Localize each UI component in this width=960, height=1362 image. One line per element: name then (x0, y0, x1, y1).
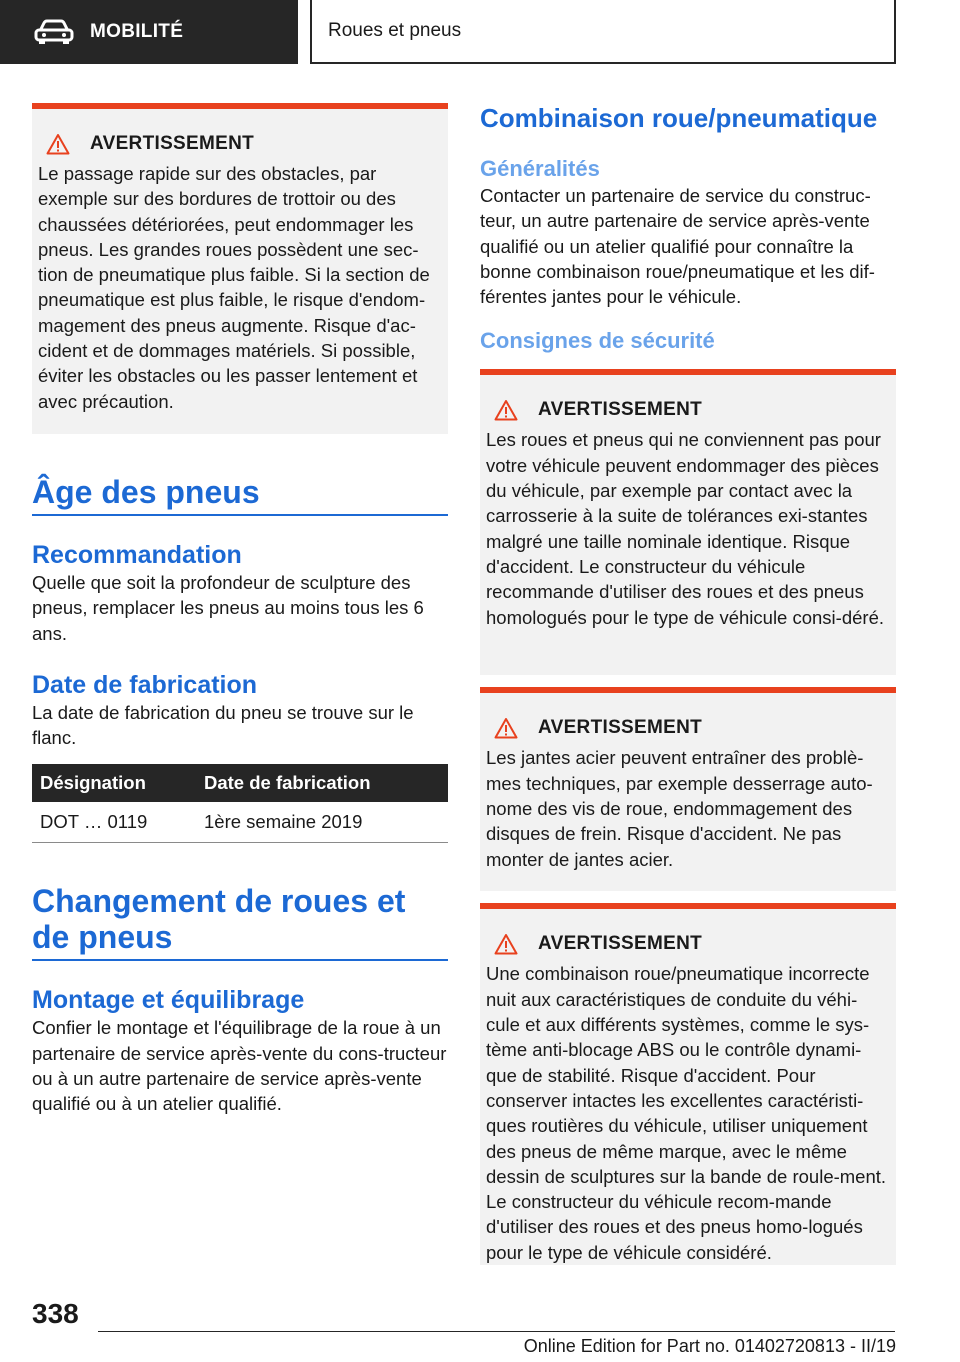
heading-generalites: Généralités (480, 156, 600, 181)
warning-triangle-icon (46, 133, 70, 155)
warning-text: Une combinaison roue/pneumatique incorrecte nuit aux caractéristiques de conduite du véhi-cule et aux différents systèmes, comme le sys-tème anti-blocage ABS ou le contrôle dynami-que de stabilité. Risque d'accident. Pour conserver intactes les excellentes caractéristi-ques routières du véhicule, utiliser uniquement des pneus de même marque, avec le même dessin de sculptures sur la bande de roule-ment. Le constructeur du véhicule recom-mande d'utiliser des roues et des pneus homo-logués pour le type de véhicule considéré. (486, 963, 887, 1263)
page-number: 338 (32, 1298, 79, 1329)
heading-age-des-pneus: Âge des pneus (32, 474, 448, 516)
warning-title: AVERTISSEMENT (538, 399, 703, 421)
warning-text: Les jantes acier peuvent entraîner des problè-mes techniques, par exemple desserrage auto-nome des vis de roue, endommagement des disques de frein. Risque d'accident. Ne pas monter de jantes acier. (486, 747, 873, 870)
date-fabrication-text: La date de fabrication du pneu se trouve sur le flanc. (32, 701, 414, 749)
generalites-text: Contacter un partenaire de service du construc-teur, un autre partenaire de service après-vente qualifié ou un atelier qualifié pour connaître la bonne combinaison roue/pneumatique et les dif-férentes jantes pour le véhicule. (480, 185, 875, 308)
right-column (480, 103, 896, 1265)
warning-triangle-icon (494, 399, 518, 421)
heading-changement-roues: Changement de roues et de pneus (32, 883, 448, 961)
warning-triangle-icon (494, 933, 518, 955)
section-title: Roues et pneus (310, 0, 896, 64)
heading-date-fabrication: Date de fabrication (32, 670, 258, 699)
fabrication-table (32, 764, 448, 843)
chapter-tab[interactable] (0, 0, 298, 64)
footer-divider (98, 1331, 895, 1332)
edition-text: Online Edition for Part no. 01402720813 - II/19 (523, 1336, 896, 1356)
warning-title: AVERTISSEMENT (90, 133, 255, 154)
warning-text: Les roues et pneus qui ne conviennent pas pour votre véhicule peuvent endommager des pièces du véhicule, par exemple par contact avec la carrosserie à la suite de tolérances exi-stantes malgré une taille nominale identique. Risque d'accident. Le constructeur du véhicule recommande d'utiliser des roues et des pneus homologués pour le type de véhicule consi-déré. (486, 429, 884, 628)
left-column (32, 103, 448, 1117)
table-cell: 1ère semaine 2019 (196, 802, 448, 843)
warning-title: AVERTISSEMENT (538, 933, 703, 955)
heading-combinaison: Combinaison roue/pneumatique (480, 103, 878, 133)
warning-box (480, 369, 896, 675)
warning-title: AVERTISSEMENT (538, 717, 703, 739)
warning-triangle-icon (494, 717, 518, 739)
warning-box (480, 687, 896, 891)
chapter-tab-label: MOBILITÉ (90, 21, 184, 42)
heading-montage: Montage et équilibrage (32, 986, 305, 1015)
table-header: Désignation (32, 764, 196, 802)
warning-text: Le passage rapide sur des obstacles, par exemple sur des bordures de trottoir ou des chaussées détériorées, peut endommager les pneus. Les grandes roues possèdent une sec-tion de pneumatique plus faible. Si la section de pneumatique est plus faible, le risque d'endom-magement des pneus augmente. Risque d'ac-cident et de dommages matériels. Si possible, éviter les obstacles ou les passer lentement et avec précaution. (38, 163, 430, 412)
heading-recommandation: Recommandation (32, 541, 242, 569)
montage-text: Confier le montage et l'équilibrage de la roue à un partenaire de service après-vente du cons-tructeur ou à un autre partenaire de service après-vente qualifié ou à un atelier qualifié. (32, 1017, 447, 1115)
table-row (32, 802, 448, 843)
car-icon (34, 19, 74, 45)
table-cell: DOT … 0119 (32, 802, 196, 843)
warning-box (32, 103, 448, 434)
table-header: Date de fabrication (196, 764, 448, 802)
heading-consignes: Consignes de sécurité (480, 328, 715, 354)
recommandation-text: Quelle que soit la profondeur de sculpture des pneus, remplacer les pneus au moins tous les 6 ans. (32, 572, 424, 644)
warning-box (480, 903, 896, 1265)
